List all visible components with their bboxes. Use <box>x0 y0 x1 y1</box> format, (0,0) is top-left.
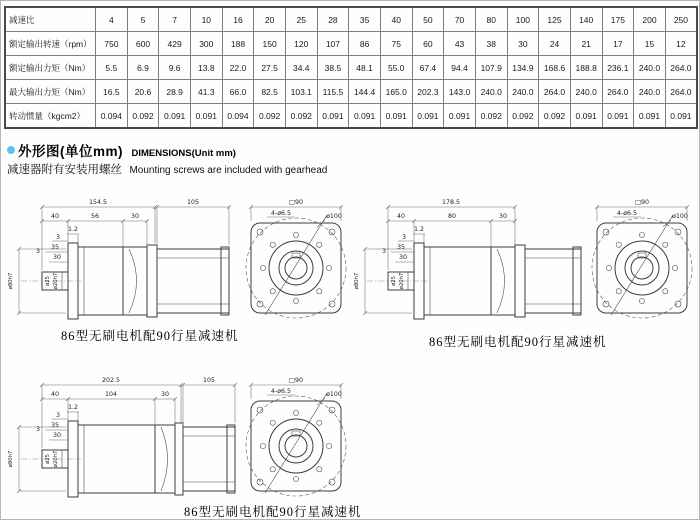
spec-cell: 140 <box>570 7 602 32</box>
dimension-lines <box>17 383 237 493</box>
spec-cell: 0.092 <box>475 104 507 129</box>
spec-cell: 41.3 <box>190 80 222 104</box>
spec-cell: 60 <box>412 32 444 56</box>
spec-cell: 66.0 <box>222 80 254 104</box>
dim-shaft: 40 <box>50 213 60 220</box>
spec-cell: 0.091 <box>634 104 666 129</box>
spec-cell: 27.5 <box>254 56 286 80</box>
dim-1-2: 1.2 <box>67 404 79 411</box>
spec-cell: 16.5 <box>96 80 128 104</box>
spec-cell: 15 <box>634 32 666 56</box>
section-title-cn: 外形图(单位mm) <box>18 144 123 159</box>
bolt-circle-label: ø100 <box>326 391 342 398</box>
spec-cell: 4 <box>96 7 128 32</box>
spec-cell: 103.1 <box>285 80 317 104</box>
spec-cell: 264.0 <box>665 80 697 104</box>
spec-cell: 240.0 <box>507 80 539 104</box>
spec-cell: 144.4 <box>349 80 381 104</box>
mounting-note-cn: 减速器附有安装用螺丝 <box>7 164 122 176</box>
spec-cell: 600 <box>127 32 159 56</box>
dim-adapter: 30 <box>130 213 140 220</box>
spec-cell: 0.091 <box>665 104 697 129</box>
dimension-lines <box>363 205 517 315</box>
bolt-circle-label: ø100 <box>672 213 688 220</box>
spec-cell: 70 <box>444 7 476 32</box>
spec-cell: 40 <box>380 7 412 32</box>
spec-cell: 35 <box>349 7 381 32</box>
spec-cell: 165.0 <box>380 80 412 104</box>
spec-table-row <box>5 7 697 32</box>
spec-cell: 80 <box>475 7 507 32</box>
spec-cell: 20 <box>254 7 286 32</box>
dim-35: 35 <box>396 244 406 251</box>
dim-shaft: 40 <box>396 213 406 220</box>
bolt-circle-dashed <box>246 396 346 496</box>
spec-cell: 0.091 <box>570 104 602 129</box>
dia-mid-label: ø25 <box>45 454 51 464</box>
dia-flange-label: ø80h7 <box>8 272 14 290</box>
spec-cell: 202.3 <box>412 80 444 104</box>
flange-outline <box>251 393 341 493</box>
dim-overall: 154.5 <box>88 199 108 206</box>
spec-cell: 107.9 <box>475 56 507 80</box>
spec-cell: 30 <box>507 32 539 56</box>
spec-cell: 28.9 <box>159 80 191 104</box>
dim-30: 30 <box>398 254 408 261</box>
spec-cell: 0.094 <box>222 104 254 129</box>
dim-3a: 3 <box>55 412 61 419</box>
spec-cell: 20.6 <box>127 80 159 104</box>
spec-cell: 67.4 <box>412 56 444 80</box>
spec-cell: 16 <box>222 7 254 32</box>
spec-cell: 75 <box>380 32 412 56</box>
spec-cell: 188.8 <box>570 56 602 80</box>
spec-table-row <box>5 80 697 104</box>
spec-cell: 13.8 <box>190 56 222 80</box>
spec-cell: 175 <box>602 7 634 32</box>
dim-motor: 105 <box>202 377 216 384</box>
spec-cell: 0.092 <box>285 104 317 129</box>
spec-row-label: 转动惯量（kgcm2） <box>5 104 96 129</box>
dim-30: 30 <box>52 254 62 261</box>
spec-cell: 240.0 <box>570 80 602 104</box>
section-title-en: DIMENSIONS(Unit mm) <box>131 148 236 159</box>
spec-cell: 134.9 <box>507 56 539 80</box>
dim-square: □90 <box>289 199 303 206</box>
spec-cell: 250 <box>665 7 697 32</box>
spec-cell: 48.1 <box>349 56 381 80</box>
dia-flange-label: ø80h7 <box>354 272 360 290</box>
dim-overall: 178.5 <box>441 199 461 206</box>
spec-cell: 55.0 <box>380 56 412 80</box>
dim-30: 30 <box>52 432 62 439</box>
spec-cell: 5.5 <box>96 56 128 80</box>
drawing-3-front-view <box>237 369 355 519</box>
dim-1-2: 1.2 <box>413 226 425 233</box>
drawing-2-front-view <box>583 191 700 341</box>
spec-cell: 17 <box>602 32 634 56</box>
dim-1-2: 1.2 <box>67 226 79 233</box>
corner-holes-label: 4-ø6.5 <box>270 210 292 217</box>
flange-outline <box>597 215 687 315</box>
section-heading <box>7 140 236 161</box>
dim-gearbox: 104 <box>104 391 118 398</box>
spec-cell: 240.0 <box>634 80 666 104</box>
spec-cell: 5 <box>127 7 159 32</box>
dia-shaft-label: ø20h7 <box>53 272 59 290</box>
spec-cell: 168.6 <box>539 56 571 80</box>
section-bullet-icon <box>7 146 15 154</box>
spec-cell: 264.0 <box>665 56 697 80</box>
spec-cell: 264.0 <box>602 80 634 104</box>
dim-3b: 3 <box>35 248 41 255</box>
spec-cell: 0.094 <box>96 104 128 129</box>
dim-35: 35 <box>50 422 60 429</box>
spec-cell: 143.0 <box>444 80 476 104</box>
flange-outline <box>251 215 341 315</box>
dim-overall: 202.5 <box>101 377 121 384</box>
dim-3a: 3 <box>55 234 61 241</box>
spec-cell: 300 <box>190 32 222 56</box>
spec-cell: 240.0 <box>475 80 507 104</box>
dim-35: 35 <box>50 244 60 251</box>
spec-cell: 200 <box>634 7 666 32</box>
spec-cell: 9.6 <box>159 56 191 80</box>
drawing-1-side-view <box>5 191 240 341</box>
bolt-circle-dashed <box>246 218 346 318</box>
spec-cell: 38 <box>475 32 507 56</box>
spec-cell: 150 <box>254 32 286 56</box>
dim-adapter: 30 <box>160 391 170 398</box>
dim-motor: 105 <box>186 199 200 206</box>
spec-table-row <box>5 32 697 56</box>
bolt-circle-label: ø100 <box>326 213 342 220</box>
bolt-circle-dashed <box>592 218 692 318</box>
spec-cell: 0.091 <box>349 104 381 129</box>
spec-cell: 38.5 <box>317 56 349 80</box>
spec-cell: 0.092 <box>507 104 539 129</box>
spec-cell: 0.091 <box>159 104 191 129</box>
spec-cell: 50 <box>412 7 444 32</box>
drawing-1-caption: 86型无刷电机配90行星减速机 <box>61 329 239 343</box>
spec-cell: 0.091 <box>412 104 444 129</box>
dia-shaft-label: ø20h7 <box>399 272 405 290</box>
drawing-1-front-view <box>237 191 355 341</box>
spec-cell: 115.5 <box>317 80 349 104</box>
dia-mid-label: ø25 <box>391 276 397 286</box>
corner-holes-label: 4-ø6.5 <box>270 388 292 395</box>
spec-cell: 43 <box>444 32 476 56</box>
spec-cell: 0.091 <box>444 104 476 129</box>
spec-row-label: 额定输出转速（rpm） <box>5 32 96 56</box>
spec-cell: 236.1 <box>602 56 634 80</box>
dim-3b: 3 <box>381 248 387 255</box>
spec-cell: 100 <box>507 7 539 32</box>
spec-cell: 0.091 <box>380 104 412 129</box>
dim-square: □90 <box>289 377 303 384</box>
spec-row-label: 最大输出力矩（Nm） <box>5 80 96 104</box>
spec-cell: 10 <box>190 7 222 32</box>
drawing-3-caption: 86型无刷电机配90行星减速机 <box>184 505 362 519</box>
spec-cell: 12 <box>665 32 697 56</box>
spec-table <box>4 6 698 129</box>
spec-cell: 22.0 <box>222 56 254 80</box>
mounting-note-en: Mounting screws are included with gearhead <box>129 165 328 176</box>
corner-holes-label: 4-ø6.5 <box>616 210 638 217</box>
dim-3b: 3 <box>35 426 41 433</box>
dim-shaft: 40 <box>50 391 60 398</box>
dia-flange-label: ø80h7 <box>8 450 14 468</box>
spec-cell: 0.091 <box>190 104 222 129</box>
spec-cell: 0.092 <box>254 104 286 129</box>
spec-cell: 7 <box>159 7 191 32</box>
spec-cell: 0.092 <box>539 104 571 129</box>
spec-cell: 125 <box>539 7 571 32</box>
spec-cell: 6.9 <box>127 56 159 80</box>
spec-cell: 82.5 <box>254 80 286 104</box>
dimension-lines <box>17 205 231 315</box>
spec-cell: 94.4 <box>444 56 476 80</box>
spec-cell: 86 <box>349 32 381 56</box>
dim-3a: 3 <box>401 234 407 241</box>
drawing-2-side-view <box>351 191 586 341</box>
spec-cell: 240.0 <box>634 56 666 80</box>
dim-adapter: 30 <box>498 213 508 220</box>
spec-cell: 21 <box>570 32 602 56</box>
dim-gearbox: 80 <box>447 213 457 220</box>
spec-cell: 0.092 <box>127 104 159 129</box>
spec-cell: 120 <box>285 32 317 56</box>
spec-cell: 0.091 <box>317 104 349 129</box>
mounting-note <box>7 160 327 178</box>
spec-cell: 24 <box>539 32 571 56</box>
spec-row-label: 减速比 <box>5 7 96 32</box>
spec-cell: 34.4 <box>285 56 317 80</box>
spec-cell: 107 <box>317 32 349 56</box>
spec-row-label: 额定输出力矩（Nm） <box>5 56 96 80</box>
spec-cell: 264.0 <box>539 80 571 104</box>
drawing-2-caption: 86型无刷电机配90行星减速机 <box>429 335 607 349</box>
spec-table-row <box>5 104 697 129</box>
spec-cell: 0.091 <box>602 104 634 129</box>
spec-cell: 750 <box>96 32 128 56</box>
dia-mid-label: ø25 <box>45 276 51 286</box>
drawing-3-side-view <box>5 369 240 519</box>
dim-gearbox: 56 <box>90 213 100 220</box>
dia-shaft-label: ø20h7 <box>53 450 59 468</box>
spec-table-row <box>5 56 697 80</box>
spec-cell: 429 <box>159 32 191 56</box>
spec-cell: 25 <box>285 7 317 32</box>
spec-cell: 28 <box>317 7 349 32</box>
dim-square: □90 <box>635 199 649 206</box>
spec-cell: 188 <box>222 32 254 56</box>
